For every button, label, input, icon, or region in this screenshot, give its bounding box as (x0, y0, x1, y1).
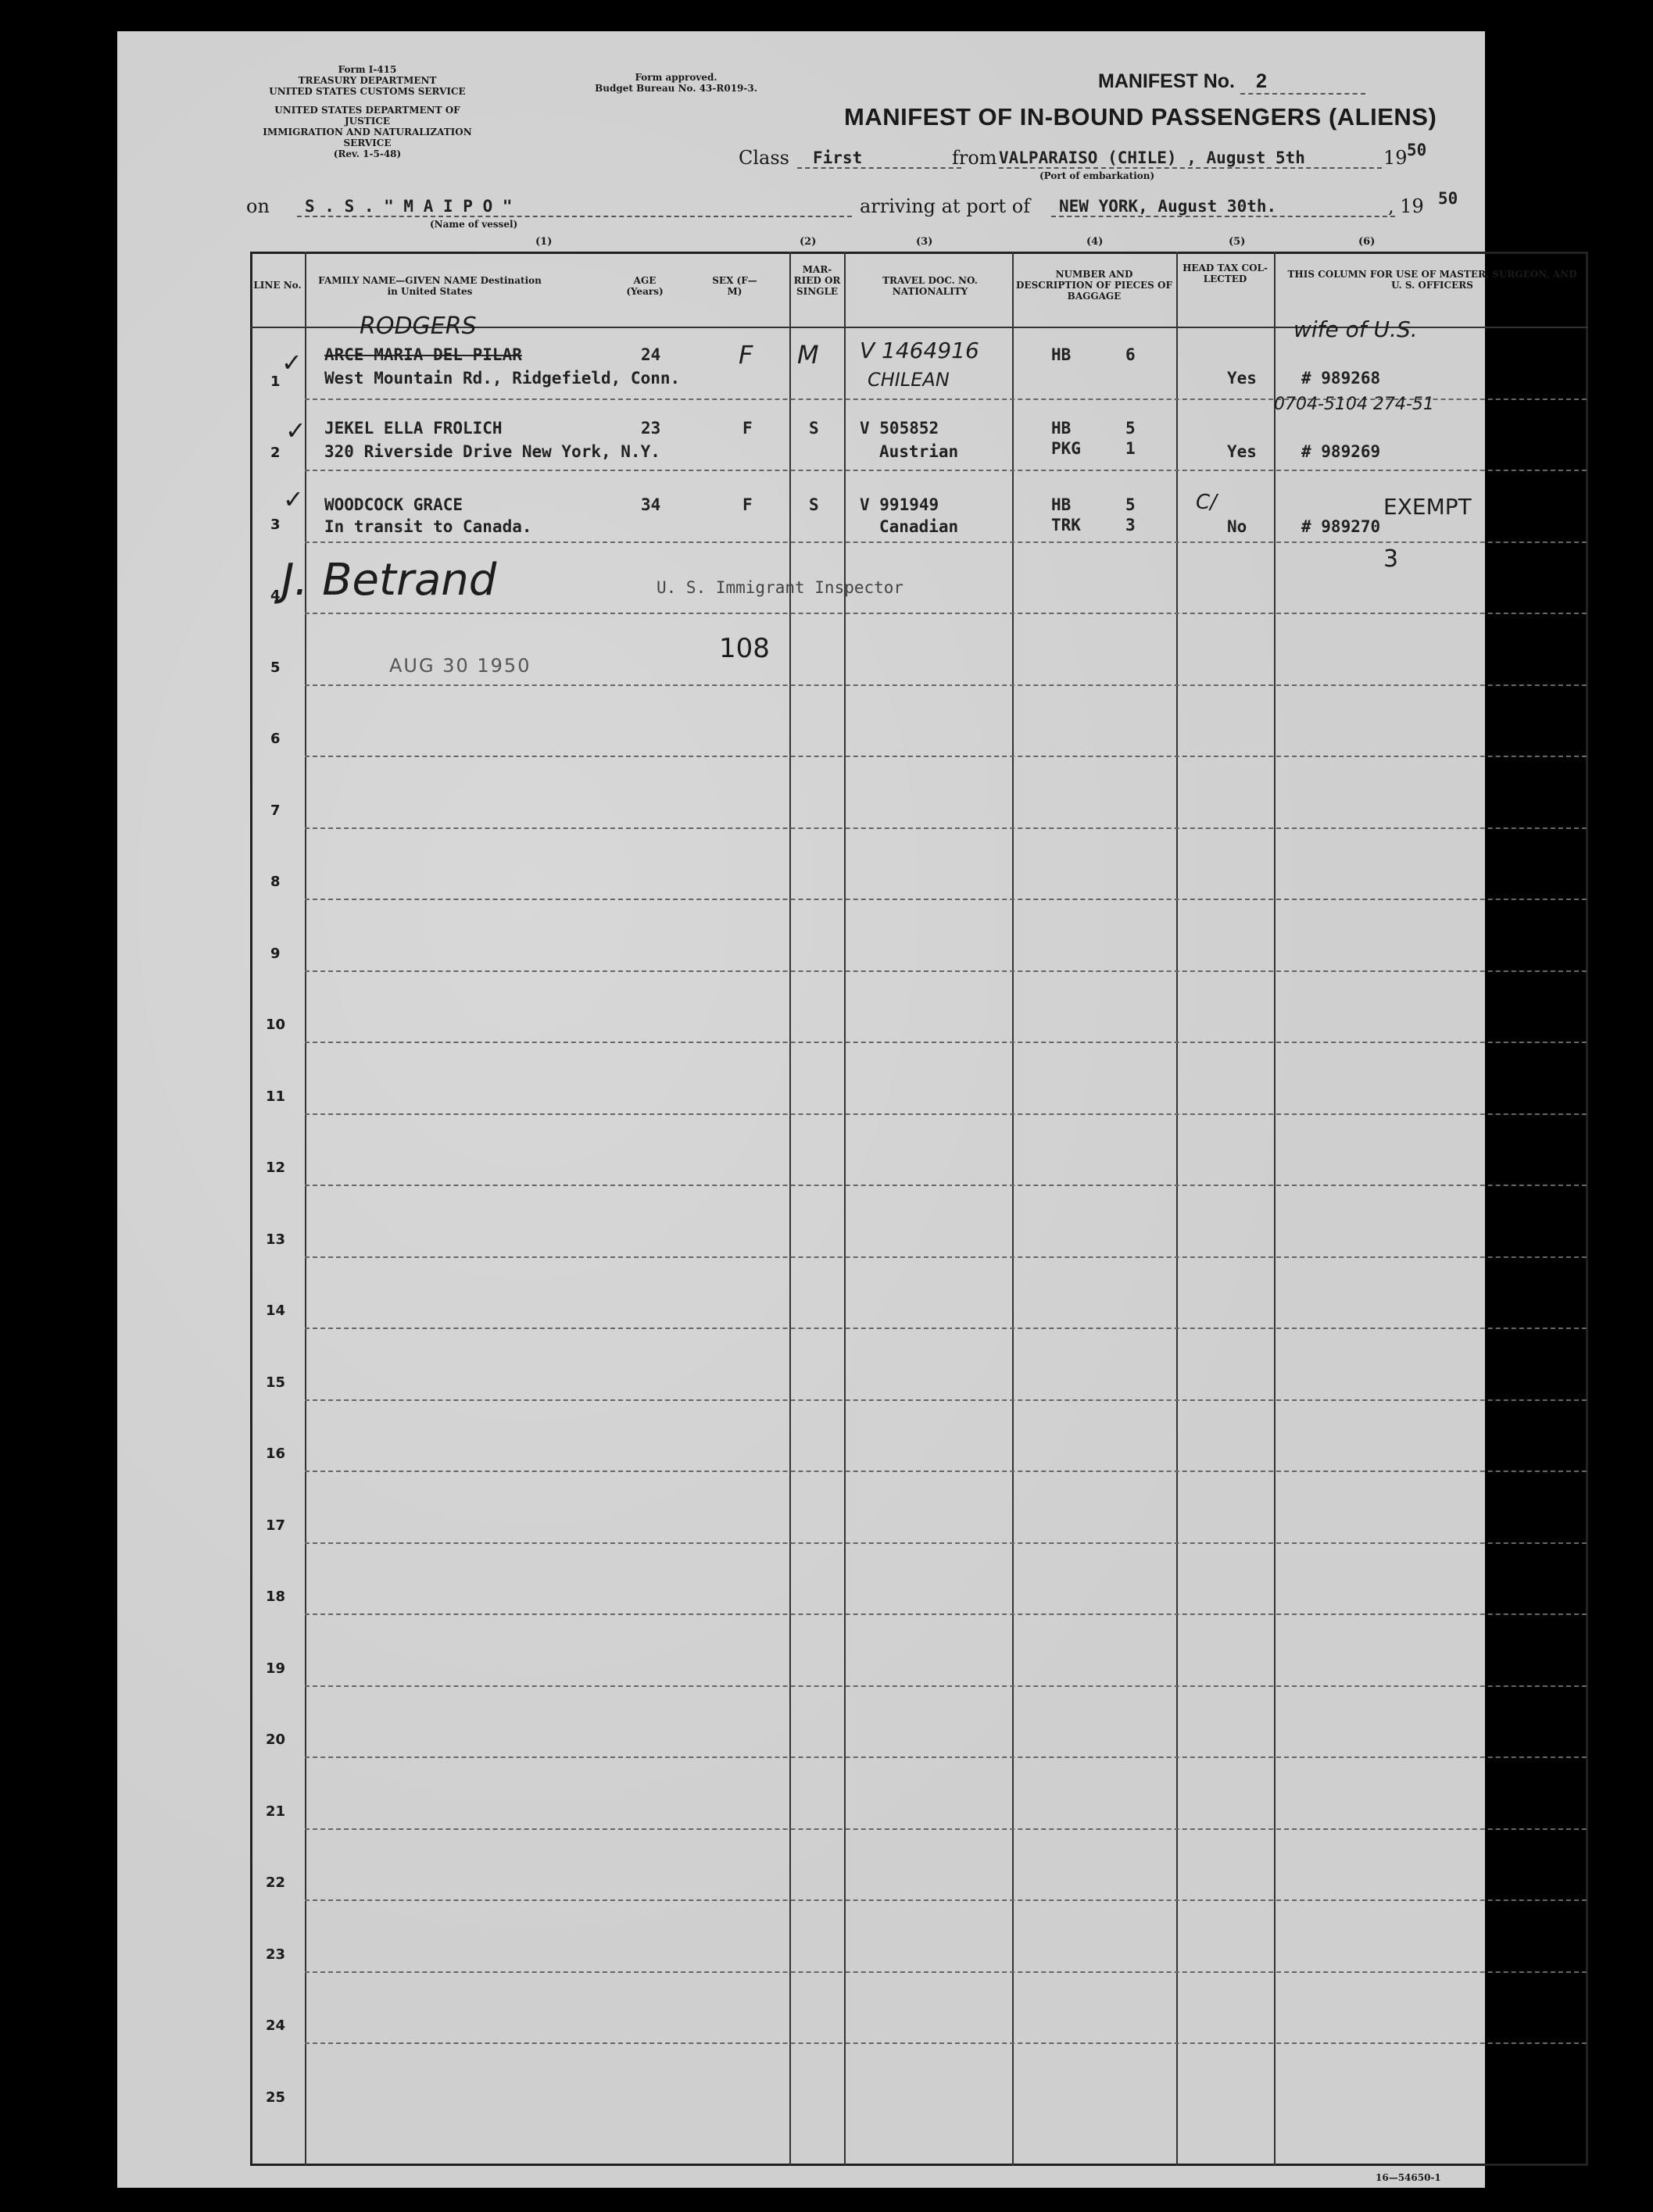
line-number: 20 (266, 1731, 286, 1748)
line-number: 9 (270, 945, 281, 962)
col-num: (1) (535, 236, 553, 248)
row3-nationality: Canadian (879, 517, 959, 536)
col-num: (2) (800, 236, 817, 248)
handwritten-mark: 108 (719, 633, 770, 664)
row3-bag-type: HB (1051, 495, 1072, 514)
row-divider (305, 970, 1587, 972)
dept-ins: IMMIGRATION AND NATURALIZATION SERVICE (263, 127, 472, 148)
row-divider (305, 470, 1587, 471)
row3-tax-mark: C/ (1196, 491, 1217, 514)
line-number: 23 (266, 1946, 286, 1963)
from-value: VALPARAISO (CHILE) , August 5th (999, 148, 1382, 169)
row3-doc: V 991949 (860, 495, 939, 514)
row1-officer-extra: 0704-5104 274-51 (1274, 395, 1434, 414)
row-divider (305, 1542, 1587, 1544)
row-count: 3 (1383, 545, 1399, 573)
row1-bag-count: 6 (1125, 345, 1136, 364)
row3-destination: In transit to Canada. (324, 517, 532, 536)
line-number: 10 (266, 1017, 286, 1033)
checkmark-icon: ✓ (281, 348, 302, 377)
line-number: 16 (266, 1445, 286, 1462)
form-approval (586, 72, 766, 94)
row-divider (305, 2042, 1587, 2044)
line-number: 17 (266, 1517, 286, 1534)
row2-doc: V 505852 (860, 419, 939, 438)
row1-married: M (797, 340, 819, 370)
year-prefix: 19 (1383, 147, 1408, 169)
row-divider (305, 1470, 1587, 1472)
row-divider (305, 1256, 1587, 1258)
col-divider (1176, 252, 1178, 2166)
row3-officer-note: EXEMPT (1383, 494, 1472, 520)
line-number: 25 (266, 2089, 286, 2106)
row1-name-correction: RODGERS (360, 313, 477, 340)
row2-bag2-count: 1 (1125, 439, 1136, 458)
row2-head-tax: Yes (1227, 442, 1257, 461)
line-number: 5 (270, 659, 281, 676)
manifest-sheet (117, 31, 1577, 2188)
col-head-married: MAR-RIED OR SINGLE (793, 264, 841, 297)
row-divider (305, 756, 1587, 757)
row2-destination: 320 Riverside Drive New York, N.Y. (324, 442, 660, 461)
line-number: 4 (270, 588, 281, 604)
column-number-row (117, 236, 1485, 252)
row-divider (305, 1185, 1587, 1186)
from-label: from (952, 147, 997, 169)
row3-bag2-count: 3 (1125, 516, 1136, 534)
col-divider (1274, 252, 1276, 2166)
col-head-head-tax: HEAD TAX COL-LECTED (1183, 263, 1268, 284)
arrival-port: NEW YORK, August 30th. (1051, 197, 1395, 217)
row2-officer-number: # 989269 (1301, 442, 1381, 461)
form-header-block (258, 64, 477, 159)
arriving-label: arriving at port of (860, 195, 1031, 217)
footer-code: 16—54650-1 (1376, 2172, 1441, 2183)
manifest-number-value: 2 (1240, 70, 1365, 95)
class-value: First (797, 148, 961, 169)
date-stamp: AUG 30 1950 (389, 655, 531, 677)
row-divider (305, 1042, 1587, 1043)
row1-head-tax: Yes (1227, 369, 1257, 388)
row2-bag-type: HB (1051, 419, 1072, 438)
on-label: on (246, 195, 270, 217)
checkmark-icon: ✓ (283, 484, 304, 514)
col-divider (1012, 252, 1014, 2166)
vessel-name: S . S . " M A I P O " (297, 197, 852, 217)
budget-bureau-line: Budget Bureau No. 43-R019-3. (595, 83, 757, 94)
year-suffix: 50 (1407, 141, 1427, 159)
row1-age: 24 (641, 345, 661, 364)
row-divider (305, 1328, 1587, 1329)
col-head-travel-doc: TRAVEL DOC. NO. NATIONALITY (882, 275, 978, 297)
dept-treasury: TREASURY DEPARTMENT (298, 75, 437, 86)
col-num: (5) (1229, 236, 1246, 248)
approval-line: Form approved. (635, 72, 717, 83)
row1-destination: West Mountain Rd., Ridgefield, Conn. (324, 369, 681, 388)
row-divider (305, 1899, 1587, 1901)
row-divider (305, 1113, 1587, 1115)
row-divider (305, 827, 1587, 829)
row-divider (305, 899, 1587, 900)
manifest-title: MANIFEST OF IN-BOUND PASSENGERS (ALIENS) (844, 103, 1437, 130)
manifest-number (1098, 70, 1365, 95)
row-divider (305, 1613, 1587, 1615)
row2-name: JEKEL ELLA FROLICH (324, 419, 503, 438)
line-number: 18 (266, 1588, 286, 1605)
vessel-caption: (Name of vessel) (430, 219, 518, 230)
line-number: 8 (270, 874, 281, 890)
line-number: 21 (266, 1803, 286, 1820)
line-number: 24 (266, 2017, 286, 2034)
row-divider (305, 684, 1587, 686)
line-number: 1 (270, 373, 281, 390)
line-number: 14 (266, 1303, 286, 1319)
row1-bag-type: HB (1051, 345, 1072, 364)
row1-officer-note: wife of U.S. (1293, 316, 1418, 342)
row1-sex: F (739, 340, 753, 370)
class-label: Class (739, 147, 789, 169)
line-number: 19 (266, 1660, 286, 1677)
row1-name: ARCE MARIA DEL PILAR (324, 345, 522, 364)
row-divider (305, 1971, 1587, 1973)
dept-justice: UNITED STATES DEPARTMENT OF JUSTICE (274, 105, 460, 127)
row2-nationality: Austrian (879, 442, 959, 461)
row3-sex: F (742, 495, 753, 514)
row-divider (305, 1756, 1587, 1758)
row-divider (305, 1685, 1587, 1687)
form-number: Form I-415 (338, 64, 397, 75)
col-head-officers: THIS COLUMN FOR USE OF MASTER, SURGEON, AND U. S. OFFICERS (1287, 269, 1577, 291)
line-number: 6 (270, 731, 281, 747)
passenger-table (250, 252, 1588, 2166)
row3-head-tax: No (1227, 517, 1247, 536)
row3-married: S (809, 495, 819, 514)
year-prefix-2: , 19 (1388, 195, 1424, 217)
line-number: 22 (266, 1874, 286, 1891)
row3-officer-number: # 989270 (1301, 517, 1381, 536)
row3-bag-count: 5 (1125, 495, 1136, 514)
line-number: 11 (266, 1088, 286, 1105)
col-num: (4) (1086, 236, 1104, 248)
row-divider (305, 1828, 1587, 1830)
checkmark-icon: ✓ (285, 416, 306, 445)
line-number: 7 (270, 802, 281, 819)
line-number: 12 (266, 1160, 286, 1176)
row1-nationality: CHILEAN (868, 369, 950, 391)
inspector-signature: J. Betrand (281, 555, 497, 606)
col-divider (305, 252, 306, 2166)
col-head-age: AGE (Years) (626, 275, 664, 297)
dept-customs: UNITED STATES CUSTOMS SERVICE (269, 86, 466, 97)
row2-married: S (809, 419, 819, 438)
line-number: 3 (270, 516, 281, 533)
row3-name: WOODCOCK GRACE (324, 495, 463, 514)
col-num: (3) (916, 236, 933, 248)
row-divider (305, 1399, 1587, 1401)
row1-officer-number: # 989268 (1301, 369, 1381, 388)
form-revision: (Rev. 1-5-48) (333, 148, 402, 159)
line-number: 2 (270, 445, 281, 461)
row3-age: 34 (641, 495, 661, 514)
col-head-line: LINE No. (253, 280, 302, 291)
row2-age: 23 (641, 419, 661, 438)
inspector-title: U. S. Immigrant Inspector (657, 578, 904, 597)
col-head-baggage: NUMBER AND DESCRIPTION OF PIECES OF BAGGAGE (1016, 269, 1172, 302)
line-number: 13 (266, 1231, 286, 1248)
manifest-number-label: MANIFEST No. (1098, 70, 1235, 92)
line-number: 15 (266, 1374, 286, 1391)
col-divider (844, 252, 846, 2166)
col-num: (6) (1358, 236, 1376, 248)
row-divider (305, 541, 1587, 543)
col-head-sex: SEX (F—M) (712, 275, 757, 297)
row-divider (305, 613, 1587, 614)
col-head-name: FAMILY NAME—GIVEN NAME Destination in United States (318, 275, 542, 297)
row1-doc: V 1464916 (860, 338, 979, 363)
row3-bag2-type: TRK (1051, 516, 1081, 534)
row2-bag2-type: PKG (1051, 439, 1081, 458)
port-embark-caption: (Port of embarkation) (1039, 170, 1155, 181)
row2-bag-count: 5 (1125, 419, 1136, 438)
col-divider (789, 252, 791, 2166)
row2-sex: F (742, 419, 753, 438)
year-suffix-2: 50 (1438, 189, 1458, 208)
